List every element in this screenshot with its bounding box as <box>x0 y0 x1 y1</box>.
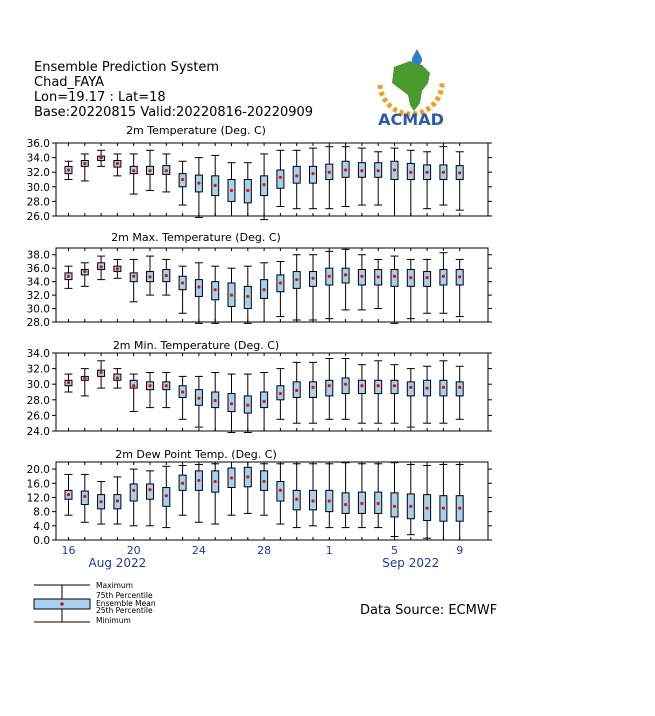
ensemble-mean-dot <box>311 499 314 502</box>
ensemble-mean-dot <box>116 499 119 502</box>
ensemble-mean-dot <box>165 169 168 172</box>
ensemble-mean-dot <box>67 275 70 278</box>
ensemble-mean-dot <box>197 397 200 400</box>
ensemble-mean-dot <box>230 476 233 479</box>
y-tick-label: 20.0 <box>26 464 50 477</box>
ensemble-mean-dot <box>246 295 249 298</box>
ensemble-mean-dot <box>214 184 217 187</box>
plot-title: 2m Max. Temperature (Deg. C) <box>111 231 281 244</box>
ensemble-mean-dot <box>360 502 363 505</box>
ensemble-mean-dot <box>458 386 461 389</box>
ensemble-mean-dot <box>246 475 249 478</box>
y-tick-label: 26.0 <box>26 211 50 223</box>
y-tick-label: 30.0 <box>26 303 50 316</box>
ensemble-mean-dot <box>83 495 86 498</box>
ensemble-mean-dot <box>295 174 298 177</box>
ensemble-mean-dot <box>148 275 151 278</box>
y-tick-label: 8.0 <box>33 506 50 519</box>
ensemble-mean-dot <box>116 162 119 165</box>
ensemble-mean-dot <box>458 275 461 278</box>
x-tick-label: 1 <box>325 544 333 557</box>
ensemble-mean-dot <box>197 479 200 482</box>
ensemble-mean-dot <box>377 275 380 278</box>
ensemble-mean-dot <box>263 183 266 186</box>
ensemble-mean-dot <box>132 384 135 387</box>
ensemble-mean-dot <box>344 383 347 386</box>
ensemble-mean-dot <box>132 275 135 278</box>
ensemble-mean-dot <box>263 480 266 483</box>
legend-p75-label: 75th Percentile <box>96 591 153 600</box>
ensemble-mean-dot <box>377 384 380 387</box>
ensemble-mean-dot <box>377 502 380 505</box>
ensemble-mean-dot <box>67 168 70 171</box>
ensemble-mean-dot <box>328 275 331 278</box>
ensemble-mean-dot <box>295 278 298 281</box>
legend-mean-label: Ensemble Mean <box>96 599 156 608</box>
y-tick-label: 4.0 <box>33 520 50 533</box>
ensemble-mean-dot <box>458 171 461 174</box>
ensemble-mean-dot <box>409 386 412 389</box>
ensemble-mean-dot <box>311 386 314 389</box>
ensemble-mean-dot <box>214 480 217 483</box>
ensemble-mean-dot <box>344 273 347 276</box>
ensemble-mean-dot <box>132 169 135 172</box>
ensemble-mean-dot <box>328 171 331 174</box>
x-tick-label: 20 <box>126 544 141 557</box>
ensemble-mean-dot <box>442 275 445 278</box>
ensemble-mean-dot <box>116 376 119 379</box>
ensemble-mean-dot <box>426 171 429 174</box>
ensemble-mean-dot <box>116 267 119 270</box>
ensemble-mean-dot <box>442 386 445 389</box>
month-label: Sep 2022 <box>382 556 440 570</box>
ensemble-mean-dot <box>279 176 282 179</box>
y-tick-label: 28.0 <box>26 317 50 329</box>
y-tick-label: 28.0 <box>26 196 50 209</box>
ensemble-mean-dot <box>442 171 445 174</box>
iqr-box <box>147 484 154 499</box>
ensemble-mean-dot <box>83 162 86 165</box>
ensemble-mean-dot <box>181 390 184 393</box>
y-tick-label: 32.0 <box>26 290 50 303</box>
ensemble-mean-dot <box>311 172 314 175</box>
ensemble-mean-dot <box>165 384 168 387</box>
ensemble-mean-dot <box>100 371 103 374</box>
ensemble-mean-dot <box>311 277 314 280</box>
ensemble-mean-dot <box>148 384 151 387</box>
ensemble-mean-dot <box>230 293 233 296</box>
iqr-box <box>326 380 333 396</box>
ensemble-mean-dot <box>426 506 429 509</box>
ensemble-mean-dot <box>458 506 461 509</box>
ensemble-mean-dot <box>279 489 282 492</box>
ensemble-mean-dot <box>230 189 233 192</box>
y-tick-label: 26.0 <box>26 410 50 423</box>
ensemble-mean-dot <box>100 156 103 159</box>
ensemble-mean-dot <box>230 402 233 405</box>
ensemble-mean-dot <box>279 281 282 284</box>
ensemble-mean-dot <box>393 384 396 387</box>
ensemble-mean-dot <box>295 498 298 501</box>
legend-mean-dot <box>60 602 64 606</box>
ensemble-mean-dot <box>344 503 347 506</box>
y-tick-label: 16.0 <box>26 478 50 491</box>
x-tick-label: 24 <box>191 544 206 557</box>
y-tick-label: 36.0 <box>26 263 50 276</box>
ensemble-mean-dot <box>181 482 184 485</box>
y-tick-label: 32.0 <box>26 167 50 180</box>
ensemble-mean-dot <box>393 505 396 508</box>
ensemble-mean-dot <box>100 500 103 503</box>
logo-text: ACMAD <box>378 110 444 129</box>
y-tick-label: 24.0 <box>26 426 50 438</box>
ensemble-mean-dot <box>263 288 266 291</box>
ensemble-mean-dot <box>214 288 217 291</box>
legend-max-label: Maximum <box>96 581 133 590</box>
ensemble-mean-dot <box>165 494 168 497</box>
legend-p25-label: 25th Percentile <box>96 606 153 615</box>
ensemble-mean-dot <box>246 404 249 407</box>
y-tick-label: 34.0 <box>26 152 50 165</box>
ensemble-mean-dot <box>181 281 184 284</box>
ensemble-mean-dot <box>409 276 412 279</box>
station-coordinates: Lon=19.17 : Lat=18 <box>34 90 166 105</box>
legend-min-label: Minimum <box>96 616 131 625</box>
y-tick-label: 30.0 <box>26 379 50 392</box>
month-label: Aug 2022 <box>88 556 147 570</box>
ensemble-mean-dot <box>426 276 429 279</box>
y-tick-label: 36.0 <box>26 138 50 150</box>
ensemble-mean-dot <box>328 384 331 387</box>
iqr-box <box>277 170 284 188</box>
ensemble-mean-dot <box>83 270 86 273</box>
ensemble-mean-dot <box>409 505 412 508</box>
plot-title: 2m Min. Temperature (Deg. C) <box>112 339 280 352</box>
y-tick-label: 30.0 <box>26 181 50 194</box>
ensemble-mean-dot <box>393 275 396 278</box>
y-tick-label: 38.0 <box>26 249 50 262</box>
ensemble-mean-dot <box>148 488 151 491</box>
system-title: Ensemble Prediction System <box>34 60 220 75</box>
ensemble-mean-dot <box>442 506 445 509</box>
ensemble-mean-dot <box>263 400 266 403</box>
x-tick-label: 28 <box>257 544 272 557</box>
station-name: Chad_FAYA <box>34 75 105 90</box>
iqr-box <box>310 382 317 398</box>
x-tick-label: 5 <box>391 544 398 557</box>
x-tick-label: 9 <box>456 544 464 557</box>
ensemble-mean-dot <box>409 171 412 174</box>
ensemble-mean-dot <box>328 499 331 502</box>
ensemble-mean-dot <box>344 168 347 171</box>
ensemble-mean-dot <box>165 274 168 277</box>
y-tick-label: 34.0 <box>26 348 50 360</box>
ensemble-mean-dot <box>279 392 282 395</box>
ensemble-mean-dot <box>360 384 363 387</box>
ensemble-mean-dot <box>246 189 249 192</box>
iqr-box <box>130 484 137 501</box>
ensemble-mean-dot <box>67 493 70 496</box>
ensemble-mean-dot <box>214 399 217 402</box>
ensemble-mean-dot <box>181 178 184 181</box>
plot-title: 2m Dew Point Temp. (Deg. C) <box>115 448 277 461</box>
y-tick-label: 32.0 <box>26 363 50 376</box>
y-tick-label: 12.0 <box>26 492 50 505</box>
ensemble-mean-dot <box>148 169 151 172</box>
ensemble-mean-dot <box>132 489 135 492</box>
data-source: Data Source: ECMWF <box>360 603 498 618</box>
y-tick-label: 0.0 <box>33 535 50 547</box>
ensemble-mean-dot <box>377 169 380 172</box>
ensemble-mean-dot <box>83 376 86 379</box>
ensemble-mean-dot <box>197 182 200 185</box>
x-tick-label: 16 <box>61 544 76 557</box>
ensemble-mean-dot <box>100 265 103 268</box>
ensemble-mean-dot <box>197 285 200 288</box>
y-tick-label: 34.0 <box>26 276 50 289</box>
ensemble-mean-dot <box>360 275 363 278</box>
ensemble-mean-dot <box>393 168 396 171</box>
base-valid-dates: Base:20220815 Valid:20220816-20220909 <box>34 105 314 120</box>
plot-title: 2m Temperature (Deg. C) <box>126 124 266 137</box>
iqr-box <box>391 270 398 287</box>
ensemble-mean-dot <box>295 389 298 392</box>
ensemble-mean-dot <box>360 169 363 172</box>
ensemble-mean-dot <box>67 381 70 384</box>
ensemble-mean-dot <box>426 387 429 390</box>
y-tick-label: 28.0 <box>26 394 50 407</box>
